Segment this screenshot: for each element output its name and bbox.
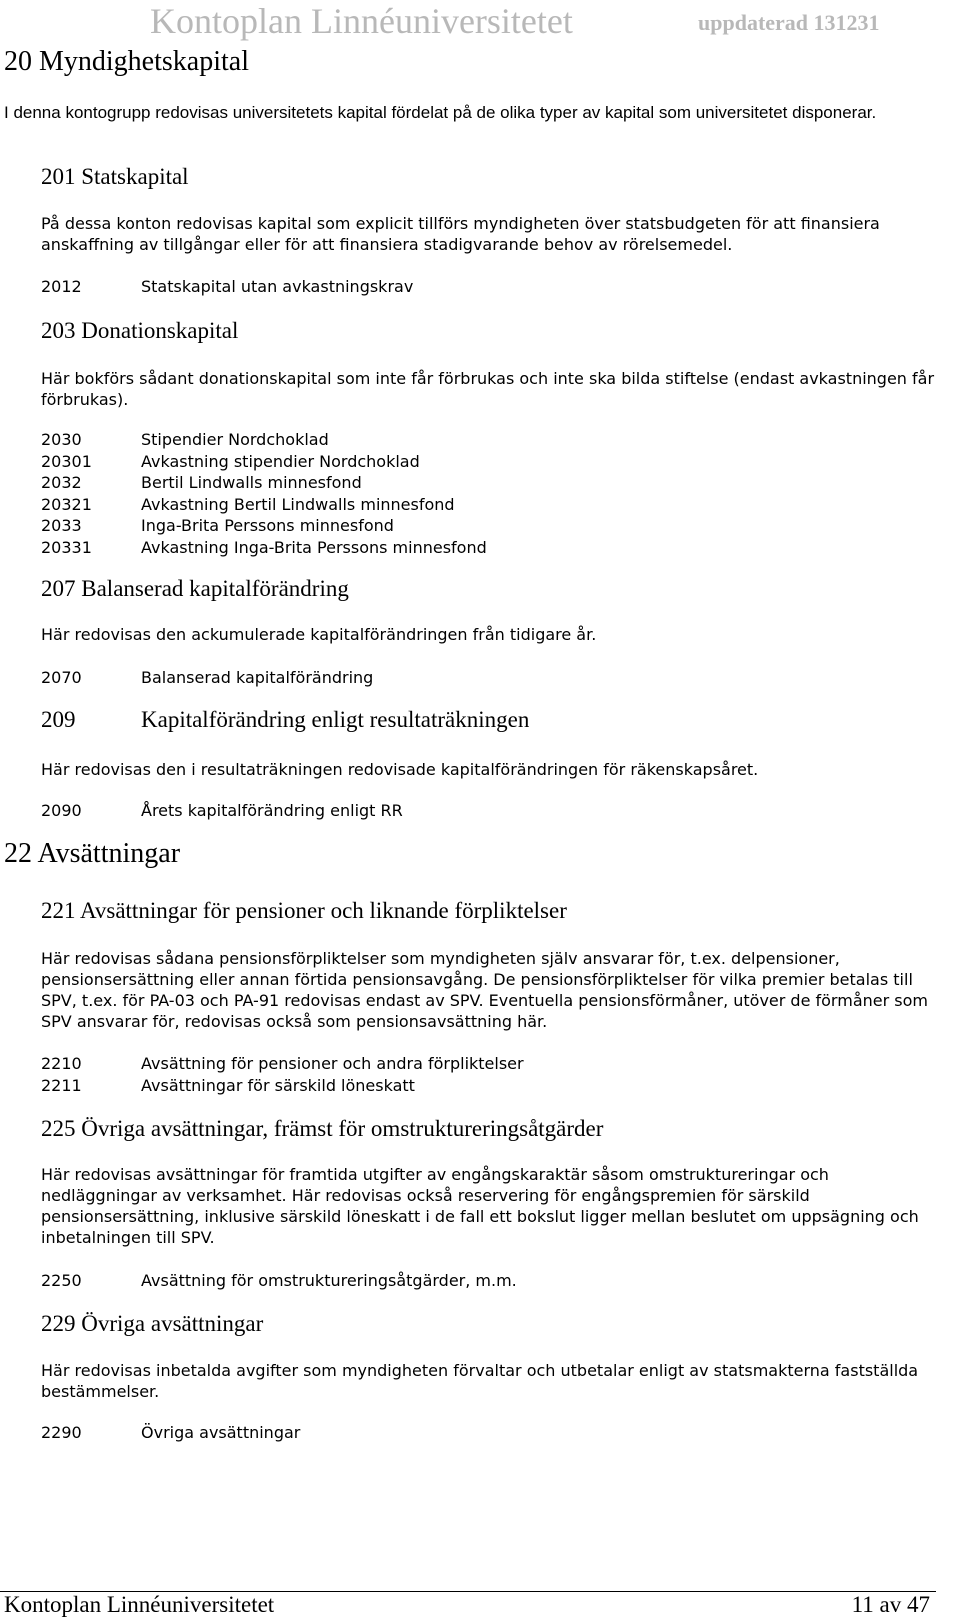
account-code: 2030 — [41, 430, 82, 449]
account-row — [41, 451, 487, 473]
account-code: 2290 — [41, 1423, 82, 1442]
account-name: Statskapital utan avkastningskrav — [141, 277, 414, 296]
subsection-text-201: På dessa konton redovisas kapital som explicit tillförs myndigheten över statsbudgeten för att finansiera anskaffning av tillgångar eller för att finansiera stadigvarande behov av rörelsemedel. — [41, 214, 880, 254]
section-heading-22: 22 Avsättningar — [4, 838, 181, 869]
page-number: 11 av 47 — [851, 1592, 930, 1617]
account-code: 2210 — [41, 1054, 82, 1073]
account-name: Avsättning för pensioner och andra förpliktelser — [141, 1054, 524, 1073]
subsection-heading-207: 207 Balanserad kapitalförändring — [41, 576, 349, 601]
running-header-title: Kontoplan Linnéuniversitetet — [150, 1, 573, 41]
account-list-207 — [41, 667, 373, 689]
account-row — [41, 537, 487, 559]
account-name: Årets kapitalförändring enligt RR — [141, 801, 403, 820]
account-list-201 — [41, 276, 413, 298]
account-name: Stipendier Nordchoklad — [141, 430, 329, 449]
account-code: 2032 — [41, 473, 82, 492]
account-name: Avkastning stipendier Nordchoklad — [141, 451, 420, 471]
subsection-text-221: Här redovisas sådana pensionsförpliktelser som myndigheten själv ansvarar för, t.ex. delpensioner, pensionsersättning eller annan förtida pensionsavgång. De pensionsförpliktelser för vilka premier betalas till SPV, t.ex. för PA-03 och PA-91 redovisas endast av SPV. Eventuella pensionsförmåner, utöver de förmåner som SPV ansvarar för, redovisas också som pensionsavsättning här. — [41, 949, 928, 1031]
account-code: 2012 — [41, 277, 82, 296]
subsection-text-209: Här redovisas den i resultaträkningen redovisade kapitalförändringen för räkenskapsåret. — [41, 760, 759, 779]
account-row — [41, 494, 487, 516]
account-row — [41, 1053, 524, 1075]
account-row — [41, 515, 487, 537]
subsection-heading-text: Kapitalförändring enligt resultaträkningen — [141, 707, 530, 732]
account-row — [41, 667, 373, 689]
account-row — [41, 800, 403, 822]
account-list-209 — [41, 800, 403, 822]
section-heading-20: 20 Myndighetskapital — [4, 46, 249, 77]
account-list-229 — [41, 1422, 300, 1444]
account-row — [41, 429, 487, 451]
subsection-heading-number: 209 — [41, 707, 76, 732]
account-code: 2070 — [41, 668, 82, 687]
account-list-221 — [41, 1053, 524, 1096]
subsection-heading-209 — [41, 707, 529, 733]
account-code: 2250 — [41, 1271, 82, 1290]
subsection-text-203: Här bokförs sådant donationskapital som inte får förbrukas och inte ska bilda stiftelse (endast avkastningen får förbrukas). — [41, 369, 935, 409]
account-code: 20331 — [41, 537, 92, 557]
account-list-225 — [41, 1270, 517, 1292]
section-intro-20: I denna kontogrupp redovisas universitetets kapital fördelat på de olika typer av kapital som universitetet disponerar. — [4, 103, 877, 122]
account-code: 2033 — [41, 516, 82, 535]
account-row — [41, 276, 413, 298]
subsection-heading-201: 201 Statskapital — [41, 164, 189, 189]
account-name: Avsättningar för särskild löneskatt — [141, 1075, 415, 1095]
subsection-heading-203: 203 Donationskapital — [41, 318, 239, 343]
account-name: Inga-Brita Perssons minnesfond — [141, 516, 394, 535]
account-list-203 — [41, 429, 487, 558]
account-code: 20301 — [41, 451, 92, 471]
account-code: 2211 — [41, 1075, 82, 1095]
account-code: 2090 — [41, 801, 82, 820]
subsection-text-225: Här redovisas avsättningar för framtida utgifter av engångskaraktär såsom omstruktureringar och nedläggningar av verksamhet. Här redovisas också reservering för engångspremien för särskild pensionsersättning, inklusive särskild löneskatt i de fall ett bokslut ligger mellan beslutet om uppsägning och inbetalningen till SPV. — [41, 1165, 919, 1247]
account-name: Balanserad kapitalförändring — [141, 668, 374, 687]
subsection-text-207: Här redovisas den ackumulerade kapitalförändringen från tidigare år. — [41, 625, 597, 644]
account-name: Avsättning för omstruktureringsåtgärder, m.m. — [141, 1271, 517, 1290]
account-row — [41, 472, 487, 494]
account-name: Avkastning Bertil Lindwalls minnesfond — [141, 494, 455, 514]
running-header-updated: uppdaterad 131231 — [698, 10, 880, 35]
account-name: Bertil Lindwalls minnesfond — [141, 473, 362, 492]
account-name: Övriga avsättningar — [141, 1423, 301, 1442]
subsection-heading-221: 221 Avsättningar för pensioner och liknande förpliktelser — [41, 898, 567, 923]
account-row — [41, 1270, 517, 1292]
account-name: Avkastning Inga-Brita Perssons minnesfond — [141, 537, 487, 557]
subsection-heading-225: 225 Övriga avsättningar, främst för omstruktureringsåtgärder — [41, 1116, 604, 1141]
account-row — [41, 1075, 524, 1097]
footer-title: Kontoplan Linnéuniversitetet — [4, 1592, 275, 1617]
subsection-heading-229: 229 Övriga avsättningar — [41, 1311, 264, 1336]
account-row — [41, 1422, 300, 1444]
subsection-text-229: Här redovisas inbetalda avgifter som myndigheten förvaltar och utbetalar enligt av statsmakterna fastställda bestämmelser. — [41, 1361, 919, 1401]
account-code: 20321 — [41, 494, 92, 514]
